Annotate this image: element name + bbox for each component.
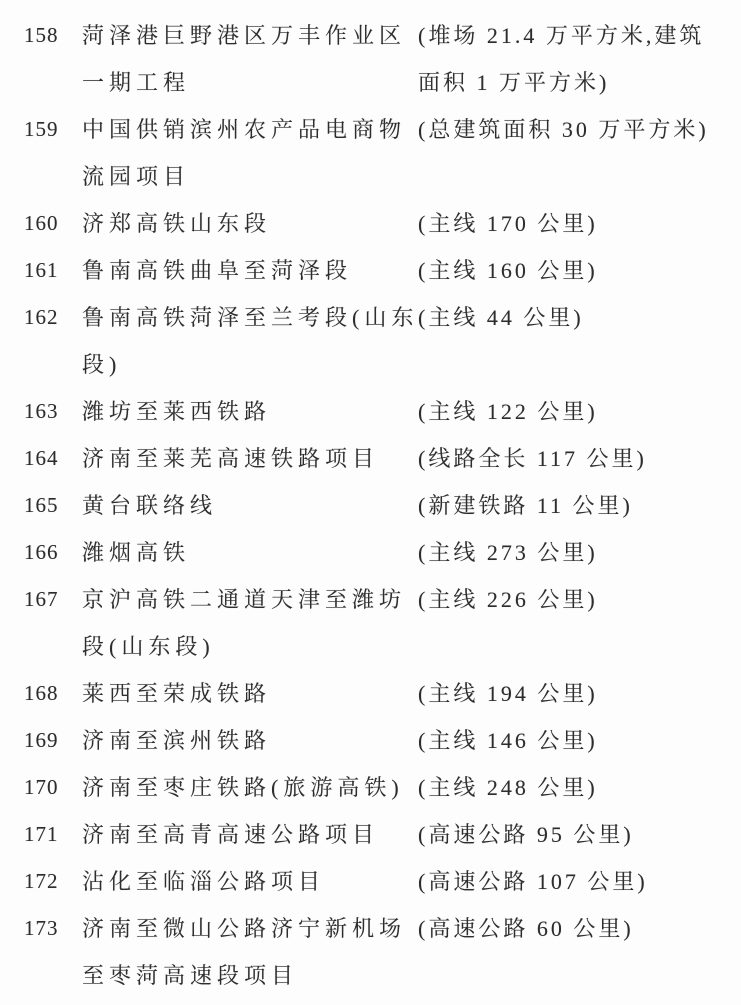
item-number: 161 — [24, 258, 59, 282]
project-name-line: 济南至高青高速公路项目 — [82, 822, 380, 847]
table-row — [0, 576, 741, 670]
project-name — [82, 529, 418, 576]
project-name-line: 莱西至荣成铁路 — [82, 681, 272, 706]
project-spec-line: (主线 146 公里) — [418, 728, 598, 753]
project-name-line: 鲁南高铁菏泽至兰考段(山东 — [82, 305, 419, 330]
project-spec-line: (新建铁路 11 公里) — [418, 493, 633, 518]
table-row — [0, 106, 741, 200]
project-name-line: 黄台联络线 — [82, 493, 218, 518]
table-row — [0, 12, 741, 106]
project-name — [82, 717, 418, 764]
project-name — [82, 576, 418, 670]
table-row — [0, 529, 741, 576]
table-row — [0, 247, 741, 294]
project-spec — [418, 576, 741, 623]
project-name — [82, 294, 418, 388]
table-row — [0, 811, 741, 858]
project-name-line: 鲁南高铁曲阜至菏泽段 — [82, 258, 353, 283]
item-number: 172 — [24, 869, 59, 893]
project-spec-line: (堆场 21.4 万平方米,建筑 — [418, 23, 705, 48]
project-name-line: 济南至莱芜高速铁路项目 — [82, 446, 380, 471]
project-name — [82, 670, 418, 717]
project-spec-line: (主线 170 公里) — [418, 211, 598, 236]
project-name — [82, 12, 418, 106]
table-row — [0, 858, 741, 905]
table-row — [0, 717, 741, 764]
project-name-line: 潍坊至莱西铁路 — [82, 399, 272, 424]
project-spec — [418, 764, 741, 811]
project-name-line: 至枣菏高速段项目 — [82, 963, 299, 988]
table-row — [0, 905, 741, 999]
project-spec-line: (主线 160 公里) — [418, 258, 598, 283]
table-row — [0, 294, 741, 388]
project-name — [82, 811, 418, 858]
project-name — [82, 764, 418, 811]
item-number: 165 — [24, 493, 59, 517]
project-spec — [418, 435, 741, 482]
project-spec — [418, 717, 741, 764]
table-row — [0, 670, 741, 717]
project-spec — [418, 106, 741, 153]
project-name — [82, 200, 418, 247]
project-spec — [418, 905, 741, 952]
project-spec-line: (主线 273 公里) — [418, 540, 598, 565]
project-name — [82, 435, 418, 482]
project-spec-line: (线路全长 117 公里) — [418, 446, 647, 471]
project-list — [0, 12, 741, 999]
project-name-line: 济南至枣庄铁路(旅游高铁) — [82, 775, 404, 800]
project-spec-line: (高速公路 107 公里) — [418, 869, 648, 894]
project-spec-line: (总建筑面积 30 万平方米) — [418, 117, 709, 142]
project-spec-line: (主线 194 公里) — [418, 681, 598, 706]
table-row — [0, 764, 741, 811]
project-name-line: 菏泽港巨野港区万丰作业区 — [82, 23, 407, 48]
project-name-line: 济郑高铁山东段 — [82, 211, 272, 236]
project-spec — [418, 482, 741, 529]
item-number: 168 — [24, 681, 59, 705]
item-number: 169 — [24, 728, 59, 752]
project-name-line: 段(山东段) — [82, 634, 215, 659]
project-spec — [418, 529, 741, 576]
project-name-line: 潍烟高铁 — [82, 540, 191, 565]
item-number: 171 — [24, 822, 59, 846]
item-number: 160 — [24, 211, 59, 235]
table-row — [0, 200, 741, 247]
project-name — [82, 247, 418, 294]
project-name-line: 一期工程 — [82, 70, 191, 95]
project-spec-line: (主线 248 公里) — [418, 775, 598, 800]
item-number: 170 — [24, 775, 59, 799]
project-name — [82, 106, 418, 200]
item-number: 167 — [24, 587, 59, 611]
project-spec — [418, 811, 741, 858]
project-spec-line: (高速公路 60 公里) — [418, 916, 634, 941]
project-name — [82, 482, 418, 529]
project-name-line: 济南至微山公路济宁新机场 — [82, 916, 407, 941]
project-spec — [418, 12, 741, 106]
item-number: 158 — [24, 23, 59, 47]
project-spec-line: (高速公路 95 公里) — [418, 822, 634, 847]
item-number: 163 — [24, 399, 59, 423]
project-spec-line: 面积 1 万平方米) — [418, 70, 610, 95]
project-name-line: 段) — [82, 352, 122, 377]
project-name-line: 中国供销滨州农产品电商物 — [82, 117, 407, 142]
item-number: 164 — [24, 446, 59, 470]
project-spec-line: (主线 226 公里) — [418, 587, 598, 612]
project-name — [82, 905, 418, 999]
project-spec — [418, 294, 741, 341]
project-name-line: 沾化至临淄公路项目 — [82, 869, 326, 894]
item-number: 162 — [24, 305, 59, 329]
project-name-line: 京沪高铁二通道天津至潍坊 — [82, 587, 407, 612]
item-number: 173 — [24, 916, 59, 940]
project-spec — [418, 388, 741, 435]
project-spec-line: (主线 44 公里) — [418, 305, 584, 330]
project-spec — [418, 858, 741, 905]
table-row — [0, 482, 741, 529]
project-name-line: 流园项目 — [82, 164, 191, 189]
item-number: 159 — [24, 117, 59, 141]
project-spec — [418, 247, 741, 294]
project-spec-line: (主线 122 公里) — [418, 399, 598, 424]
table-row — [0, 435, 741, 482]
project-name — [82, 858, 418, 905]
item-number: 166 — [24, 540, 59, 564]
project-spec — [418, 200, 741, 247]
project-name — [82, 388, 418, 435]
table-row — [0, 388, 741, 435]
project-spec — [418, 670, 741, 717]
project-name-line: 济南至滨州铁路 — [82, 728, 272, 753]
